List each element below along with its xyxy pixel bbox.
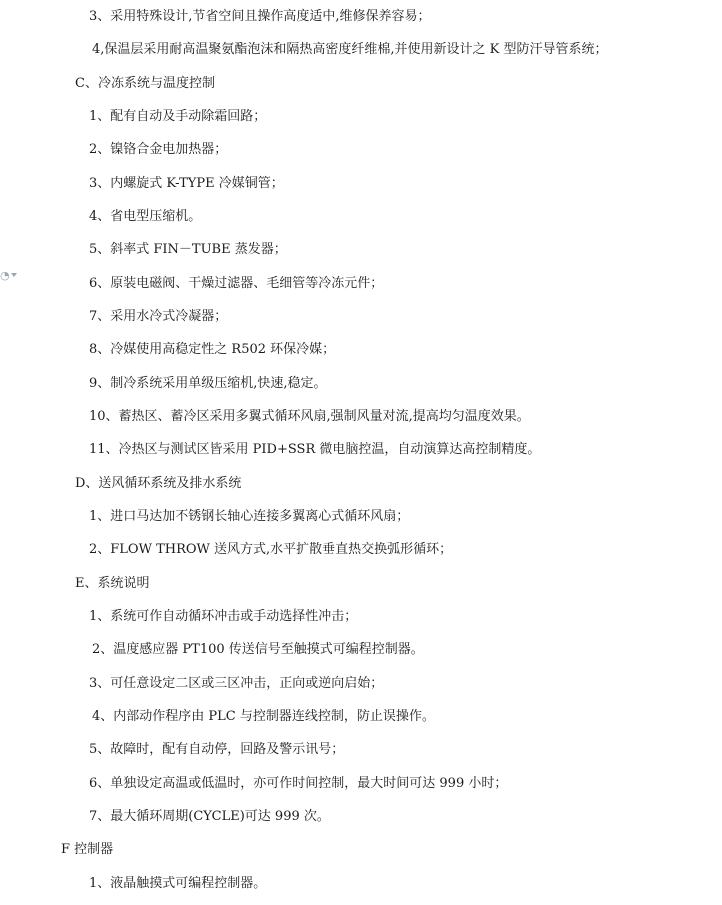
list-item: 1、进口马达加不锈钢长轴心连接多翼离心式循环风扇； bbox=[89, 509, 410, 524]
list-item: 3、采用特殊设计,节省空间且操作高度适中,维修保养容易； bbox=[89, 9, 431, 24]
list-item: 7、采用水冷式冷凝器； bbox=[89, 309, 228, 324]
list-item: 10、蓄热区、蓄冷区采用多翼式循环风扇,强制风量对流,提高均匀温度效果。 bbox=[89, 409, 530, 424]
section-heading-e: E、系统说明 bbox=[75, 576, 150, 591]
list-item: 2、FLOW THROW 送风方式,水平扩散垂直热交换弧形循环； bbox=[89, 542, 453, 557]
list-item: 4,保温层采用耐高温聚氨酯泡沫和隔热高密度纤维棉,并使用新设计之 K 型防汗导管系统； bbox=[92, 42, 608, 57]
section-heading-f: F 控制器 bbox=[61, 842, 114, 857]
list-item: 6、单独设定高温或低温时，亦可作时间控制，最大时间可达 999 小时； bbox=[89, 776, 508, 791]
list-item: 3、内螺旋式 K-TYPE 冷媒铜管； bbox=[89, 176, 284, 191]
list-item: 7、最大循环周期(CYCLE)可达 999 次。 bbox=[89, 809, 330, 824]
tag-glyph: ◔ bbox=[0, 269, 10, 282]
list-item: 5、斜率式 FIN－TUBE 蒸发器； bbox=[89, 242, 287, 257]
chevron-down-icon bbox=[11, 273, 17, 277]
list-item: 1、系统可作自动循环冲击或手动选择性冲击； bbox=[89, 609, 358, 624]
list-item: 6、原装电磁阀、干燥过滤器、毛细管等冷冻元件； bbox=[89, 276, 384, 291]
list-item: 11、冷热区与测试区皆采用 PID+SSR 微电脑控温，自动演算达高控制精度。 bbox=[89, 442, 541, 457]
list-item: 9、制冷系统采用单级压缩机,快速,稳定。 bbox=[89, 376, 327, 391]
tag-icon[interactable] bbox=[0, 268, 18, 284]
list-item: 5、故障时，配有自动停，回路及警示讯号； bbox=[89, 742, 345, 757]
section-heading-d: D、送风循环系统及排水系统 bbox=[75, 476, 242, 491]
list-item: 8、冷媒使用高稳定性之 R502 环保冷媒； bbox=[89, 342, 336, 357]
list-item: 1、液晶触摸式可编程控制器。 bbox=[89, 876, 267, 891]
list-item: 4、内部动作程序由 PLC 与控制器连线控制，防止误操作。 bbox=[92, 709, 435, 724]
section-heading-c: C、冷冻系统与温度控制 bbox=[75, 76, 215, 91]
list-item: 2、镍铬合金电加热器； bbox=[89, 142, 228, 157]
list-item: 3、可任意设定二区或三区冲击，正向或逆向启始； bbox=[89, 676, 384, 691]
list-item: 1、配有自动及手动除霜回路； bbox=[89, 109, 267, 124]
list-item: 4、省电型压缩机。 bbox=[89, 209, 202, 224]
list-item: 2、温度感应器 PT100 传送信号至触摸式可编程控制器。 bbox=[92, 642, 424, 657]
